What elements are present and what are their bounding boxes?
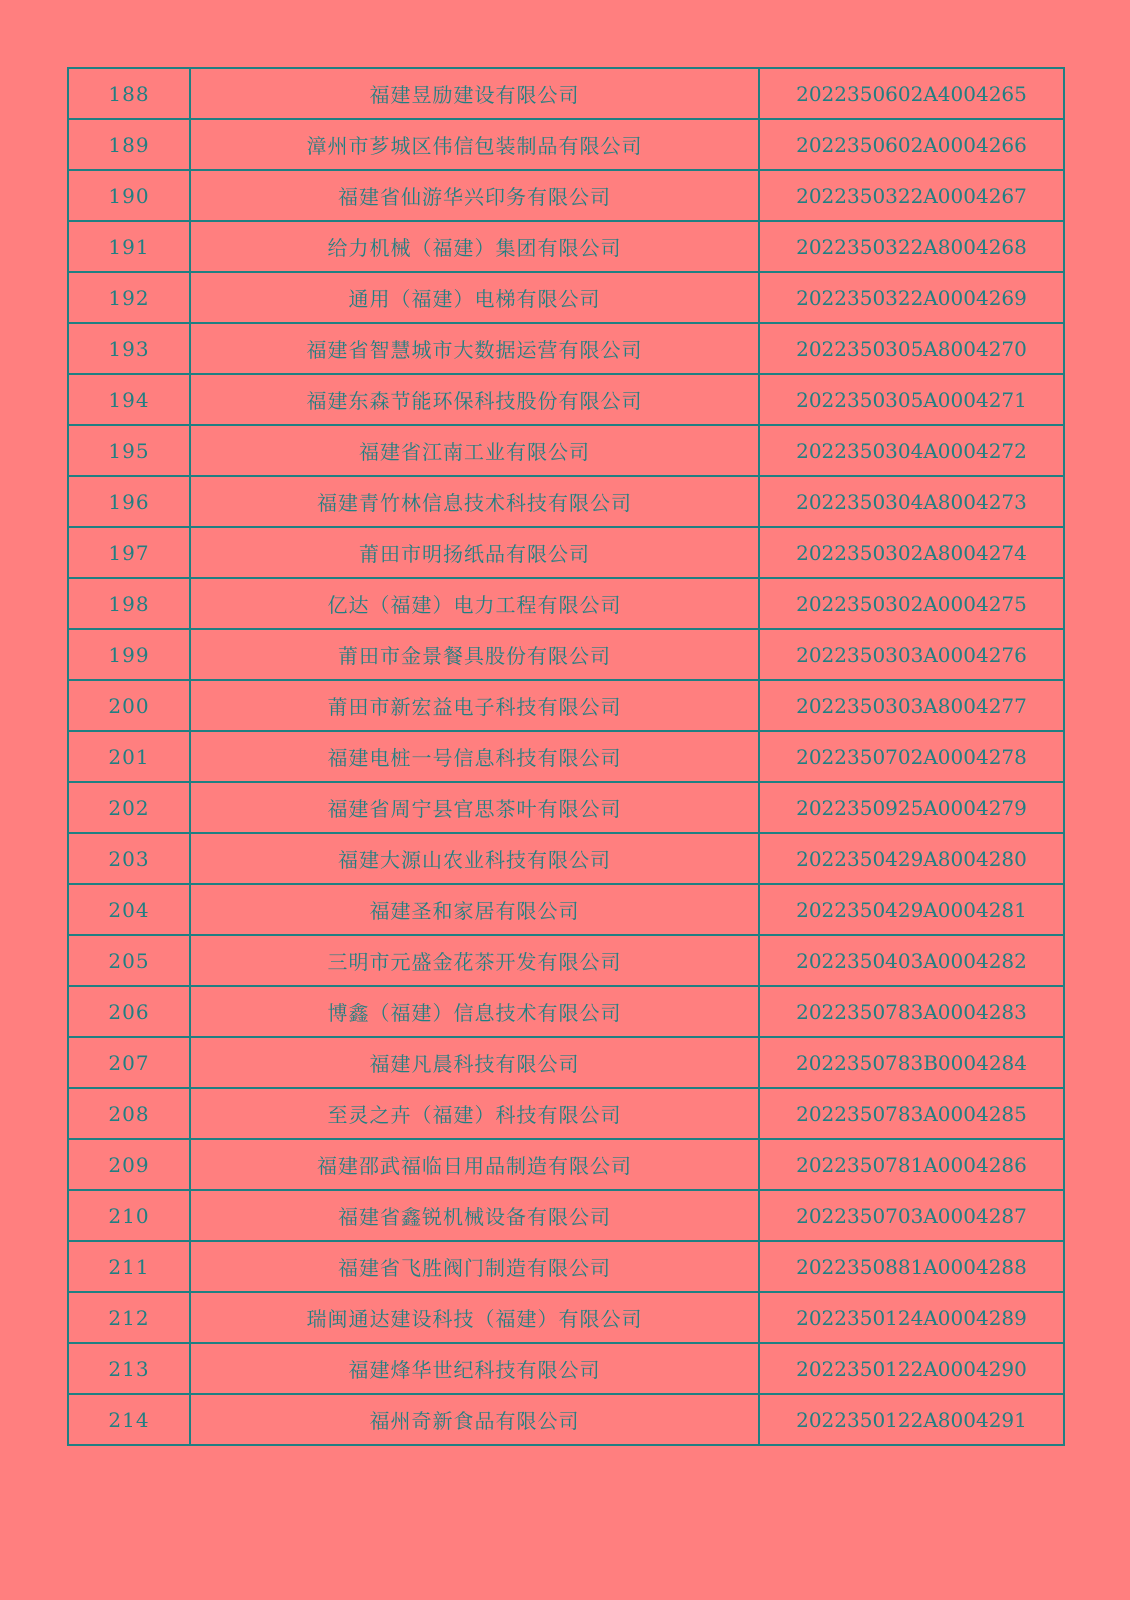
registration-code: 2022350302A8004274: [759, 527, 1064, 578]
registration-code: 2022350925A0004279: [759, 782, 1064, 833]
registration-code: 2022350783A0004285: [759, 1088, 1064, 1139]
company-name: 福建省飞胜阀门制造有限公司: [190, 1241, 759, 1292]
row-number: 199: [68, 629, 190, 680]
row-number: 201: [68, 731, 190, 782]
registration-code: 2022350303A8004277: [759, 680, 1064, 731]
row-number: 191: [68, 221, 190, 272]
table-row: [68, 221, 1064, 272]
company-name: 博鑫（福建）信息技术有限公司: [190, 986, 759, 1037]
registration-code: 2022350124A0004289: [759, 1292, 1064, 1343]
row-number: 211: [68, 1241, 190, 1292]
row-number: 194: [68, 374, 190, 425]
company-table: [67, 67, 1065, 1446]
company-name: 福建电桩一号信息科技有限公司: [190, 731, 759, 782]
company-name: 福建省鑫锐机械设备有限公司: [190, 1190, 759, 1241]
table-row: [68, 1394, 1064, 1445]
row-number: 205: [68, 935, 190, 986]
table-row: [68, 68, 1064, 119]
table-row: [68, 629, 1064, 680]
table-row: [68, 1190, 1064, 1241]
row-number: 200: [68, 680, 190, 731]
row-number: 208: [68, 1088, 190, 1139]
table-row: [68, 1343, 1064, 1394]
registration-code: 2022350122A0004290: [759, 1343, 1064, 1394]
registration-code: 2022350305A0004271: [759, 374, 1064, 425]
table-row: [68, 986, 1064, 1037]
table-row: [68, 1241, 1064, 1292]
row-number: 197: [68, 527, 190, 578]
row-number: 212: [68, 1292, 190, 1343]
table-row: [68, 323, 1064, 374]
company-name: 亿达（福建）电力工程有限公司: [190, 578, 759, 629]
registration-code: 2022350429A8004280: [759, 833, 1064, 884]
row-number: 209: [68, 1139, 190, 1190]
company-name: 莆田市新宏益电子科技有限公司: [190, 680, 759, 731]
company-name: 福建昱励建设有限公司: [190, 68, 759, 119]
row-number: 202: [68, 782, 190, 833]
row-number: 189: [68, 119, 190, 170]
registration-code: 2022350702A0004278: [759, 731, 1064, 782]
row-number: 214: [68, 1394, 190, 1445]
company-name: 福建凡晨科技有限公司: [190, 1037, 759, 1088]
company-name: 福建省周宁县官思茶叶有限公司: [190, 782, 759, 833]
table-row: [68, 425, 1064, 476]
registration-code: 2022350783B0004284: [759, 1037, 1064, 1088]
registration-code: 2022350881A0004288: [759, 1241, 1064, 1292]
company-name: 三明市元盛金花茶开发有限公司: [190, 935, 759, 986]
row-number: 193: [68, 323, 190, 374]
company-name: 莆田市明扬纸品有限公司: [190, 527, 759, 578]
registration-code: 2022350322A8004268: [759, 221, 1064, 272]
registration-code: 2022350429A0004281: [759, 884, 1064, 935]
company-name: 福建烽华世纪科技有限公司: [190, 1343, 759, 1394]
row-number: 204: [68, 884, 190, 935]
table-row: [68, 935, 1064, 986]
table-row: [68, 884, 1064, 935]
table-row: [68, 1037, 1064, 1088]
table-row: [68, 527, 1064, 578]
table-row: [68, 272, 1064, 323]
row-number: 190: [68, 170, 190, 221]
company-name: 莆田市金景餐具股份有限公司: [190, 629, 759, 680]
table-row: [68, 119, 1064, 170]
row-number: 207: [68, 1037, 190, 1088]
registration-code: 2022350602A0004266: [759, 119, 1064, 170]
registration-code: 2022350783A0004283: [759, 986, 1064, 1037]
row-number: 188: [68, 68, 190, 119]
table-row: [68, 476, 1064, 527]
row-number: 206: [68, 986, 190, 1037]
registration-code: 2022350322A0004269: [759, 272, 1064, 323]
row-number: 210: [68, 1190, 190, 1241]
table-row: [68, 833, 1064, 884]
registration-code: 2022350703A0004287: [759, 1190, 1064, 1241]
company-name: 福建省智慧城市大数据运营有限公司: [190, 323, 759, 374]
company-name: 福建邵武福临日用品制造有限公司: [190, 1139, 759, 1190]
table-row: [68, 374, 1064, 425]
registration-code: 2022350305A8004270: [759, 323, 1064, 374]
table-row: [68, 782, 1064, 833]
table-row: [68, 1139, 1064, 1190]
company-name: 至灵之卉（福建）科技有限公司: [190, 1088, 759, 1139]
table-body: [68, 68, 1064, 1445]
company-name: 福建大源山农业科技有限公司: [190, 833, 759, 884]
registration-code: 2022350602A4004265: [759, 68, 1064, 119]
company-name: 福建省江南工业有限公司: [190, 425, 759, 476]
company-name: 福建东森节能环保科技股份有限公司: [190, 374, 759, 425]
registration-code: 2022350322A0004267: [759, 170, 1064, 221]
company-name: 漳州市芗城区伟信包装制品有限公司: [190, 119, 759, 170]
row-number: 196: [68, 476, 190, 527]
row-number: 195: [68, 425, 190, 476]
company-name: 通用（福建）电梯有限公司: [190, 272, 759, 323]
table-row: [68, 680, 1064, 731]
company-name: 福建圣和家居有限公司: [190, 884, 759, 935]
table-row: [68, 170, 1064, 221]
registration-code: 2022350403A0004282: [759, 935, 1064, 986]
company-name: 给力机械（福建）集团有限公司: [190, 221, 759, 272]
company-name: 瑞闽通达建设科技（福建）有限公司: [190, 1292, 759, 1343]
company-name: 福州奇新食品有限公司: [190, 1394, 759, 1445]
table-row: [68, 1292, 1064, 1343]
row-number: 192: [68, 272, 190, 323]
registration-code: 2022350304A0004272: [759, 425, 1064, 476]
registration-code: 2022350781A0004286: [759, 1139, 1064, 1190]
row-number: 203: [68, 833, 190, 884]
registration-code: 2022350122A8004291: [759, 1394, 1064, 1445]
registration-code: 2022350304A8004273: [759, 476, 1064, 527]
company-name: 福建青竹林信息技术科技有限公司: [190, 476, 759, 527]
registration-code: 2022350303A0004276: [759, 629, 1064, 680]
table-row: [68, 1088, 1064, 1139]
row-number: 198: [68, 578, 190, 629]
row-number: 213: [68, 1343, 190, 1394]
table-row: [68, 578, 1064, 629]
table-row: [68, 731, 1064, 782]
registration-code: 2022350302A0004275: [759, 578, 1064, 629]
company-name: 福建省仙游华兴印务有限公司: [190, 170, 759, 221]
